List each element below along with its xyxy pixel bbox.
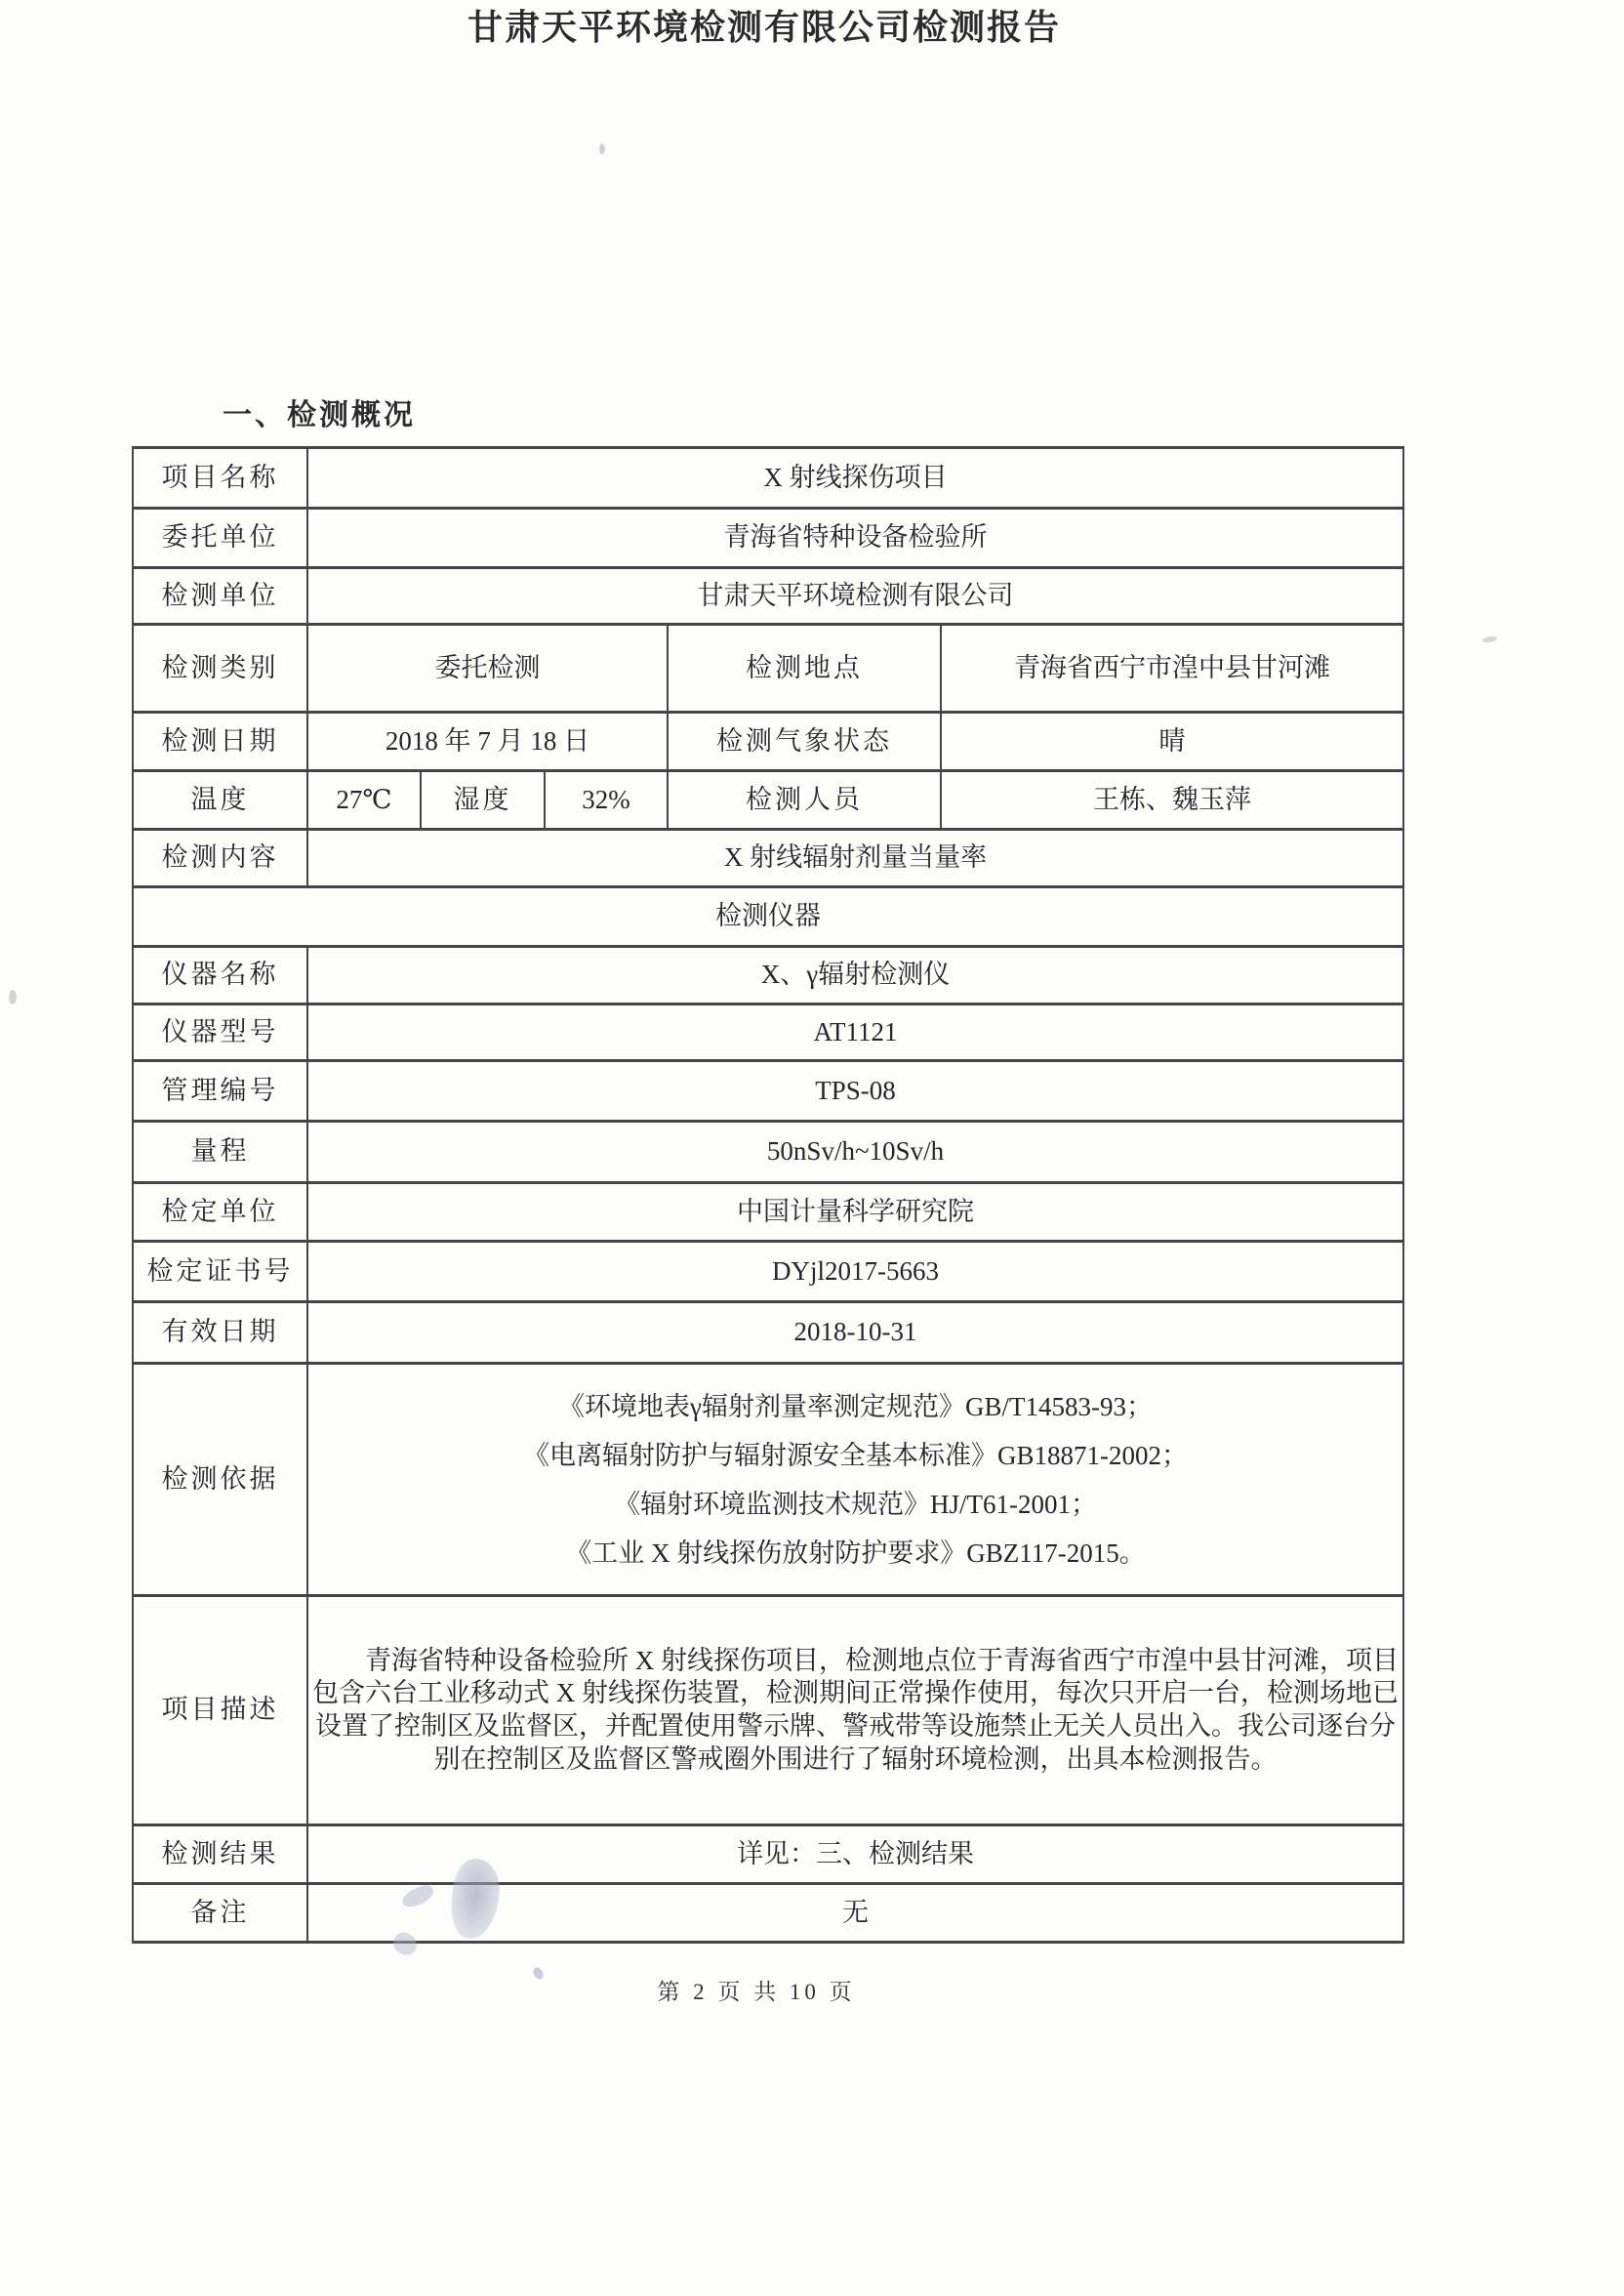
label-management-no: 管理编号 [133, 1061, 307, 1122]
value-test-location: 青海省西宁市湟中县甘河滩 [941, 625, 1403, 713]
basis-line-4: 《工业 X 射线探伤放射防护要求》GBZ117-2015。 [565, 1538, 1146, 1568]
value-weather: 晴 [941, 713, 1403, 771]
value-test-date: 2018 年 7 月 18 日 [307, 713, 668, 771]
label-test-type: 检测类别 [133, 625, 307, 713]
label-weather: 检测气象状态 [668, 713, 941, 771]
table-row [133, 448, 1403, 509]
label-testing-org: 检测单位 [133, 568, 307, 625]
table-row [133, 509, 1403, 568]
value-client: 青海省特种设备检验所 [307, 509, 1403, 568]
label-personnel: 检测人员 [668, 771, 941, 830]
value-remark: 无 [307, 1884, 1403, 1943]
label-test-date: 检测日期 [133, 713, 307, 771]
table-row [133, 625, 1403, 713]
value-range: 50nSv/h~10Sv/h [307, 1122, 1403, 1183]
page-number: 第 2 页 共 10 页 [657, 1980, 856, 2004]
label-test-location: 检测地点 [668, 625, 941, 713]
value-humidity: 32% [545, 771, 668, 830]
value-management-no: TPS-08 [307, 1061, 1403, 1122]
value-result: 详见：三、检测结果 [307, 1825, 1403, 1884]
instruments-section-header: 检测仪器 [133, 887, 1403, 947]
basis-line-3: 《辐射环境监测技术规范》HJ/T61-2001； [614, 1489, 1097, 1519]
label-result: 检测结果 [133, 1825, 307, 1884]
label-test-content: 检测内容 [133, 830, 307, 887]
table-row [133, 1004, 1403, 1061]
table-row [133, 1596, 1403, 1825]
table-row [133, 1825, 1403, 1884]
table-row [133, 1122, 1403, 1183]
table-row [133, 1302, 1403, 1364]
label-calibration-org: 检定单位 [133, 1183, 307, 1242]
table-row [133, 568, 1403, 625]
value-testing-org: 甘肃天平环境检测有限公司 [307, 568, 1403, 625]
basis-line-2: 《电离辐射防护与辐射源安全基本标准》GB18871-2002； [523, 1440, 1188, 1470]
value-basis [307, 1364, 1403, 1596]
label-description: 项目描述 [133, 1596, 307, 1825]
label-valid-until: 有效日期 [133, 1302, 307, 1364]
table-row [133, 947, 1403, 1004]
label-range: 量程 [133, 1122, 307, 1183]
value-test-content: X 射线辐射剂量当量率 [307, 830, 1403, 887]
value-temperature: 27℃ [307, 771, 421, 830]
table-row [133, 1364, 1403, 1596]
section-heading: 一、检测概况 [223, 399, 416, 431]
label-instrument-name: 仪器名称 [133, 947, 307, 1004]
table-row [133, 1242, 1403, 1302]
label-basis: 检测依据 [133, 1364, 307, 1596]
label-certificate-no: 检定证书号 [133, 1242, 307, 1302]
label-temperature: 温度 [133, 771, 307, 830]
table-row [133, 1061, 1403, 1122]
table-row [133, 887, 1403, 947]
report-title: 甘肃天平环境检测有限公司检测报告 [467, 8, 1061, 47]
value-instrument-model: AT1121 [307, 1004, 1403, 1061]
value-instrument-name: X、γ辐射检测仪 [307, 947, 1403, 1004]
label-remark: 备注 [133, 1884, 307, 1943]
value-certificate-no: DYjl2017-5663 [307, 1242, 1403, 1302]
table-row [133, 771, 1403, 830]
table-row [133, 713, 1403, 771]
label-project-name: 项目名称 [133, 448, 307, 509]
value-valid-until: 2018-10-31 [307, 1302, 1403, 1364]
value-project-name: X 射线探伤项目 [307, 448, 1403, 509]
label-instrument-model: 仪器型号 [133, 1004, 307, 1061]
value-personnel: 王栋、魏玉萍 [941, 771, 1403, 830]
value-description: 青海省特种设备检验所 X 射线探伤项目，检测地点位于青海省西宁市湟中县甘河滩，项目包含六台工业移动式 X 射线探伤装置，检测期间正常操作使用，每次只开启一台，检测场地已设置了控制区及监督区，并配置使用警示牌、警戒带等设施禁止无关人员出入。我公司逐台分别在控制区及监督区警戒圈外围进行了辐射环境检测，出具本检测报告。 [307, 1596, 1403, 1825]
table-row [133, 1884, 1403, 1943]
label-humidity: 湿度 [421, 771, 545, 830]
overview-table [132, 446, 1404, 1944]
basis-line-1: 《环境地表γ辐射剂量率测定规范》GB/T14583-93； [558, 1391, 1153, 1421]
table-row [133, 830, 1403, 887]
value-test-type: 委托检测 [307, 625, 668, 713]
value-calibration-org: 中国计量科学研究院 [307, 1183, 1403, 1242]
table-row [133, 1183, 1403, 1242]
label-client: 委托单位 [133, 509, 307, 568]
